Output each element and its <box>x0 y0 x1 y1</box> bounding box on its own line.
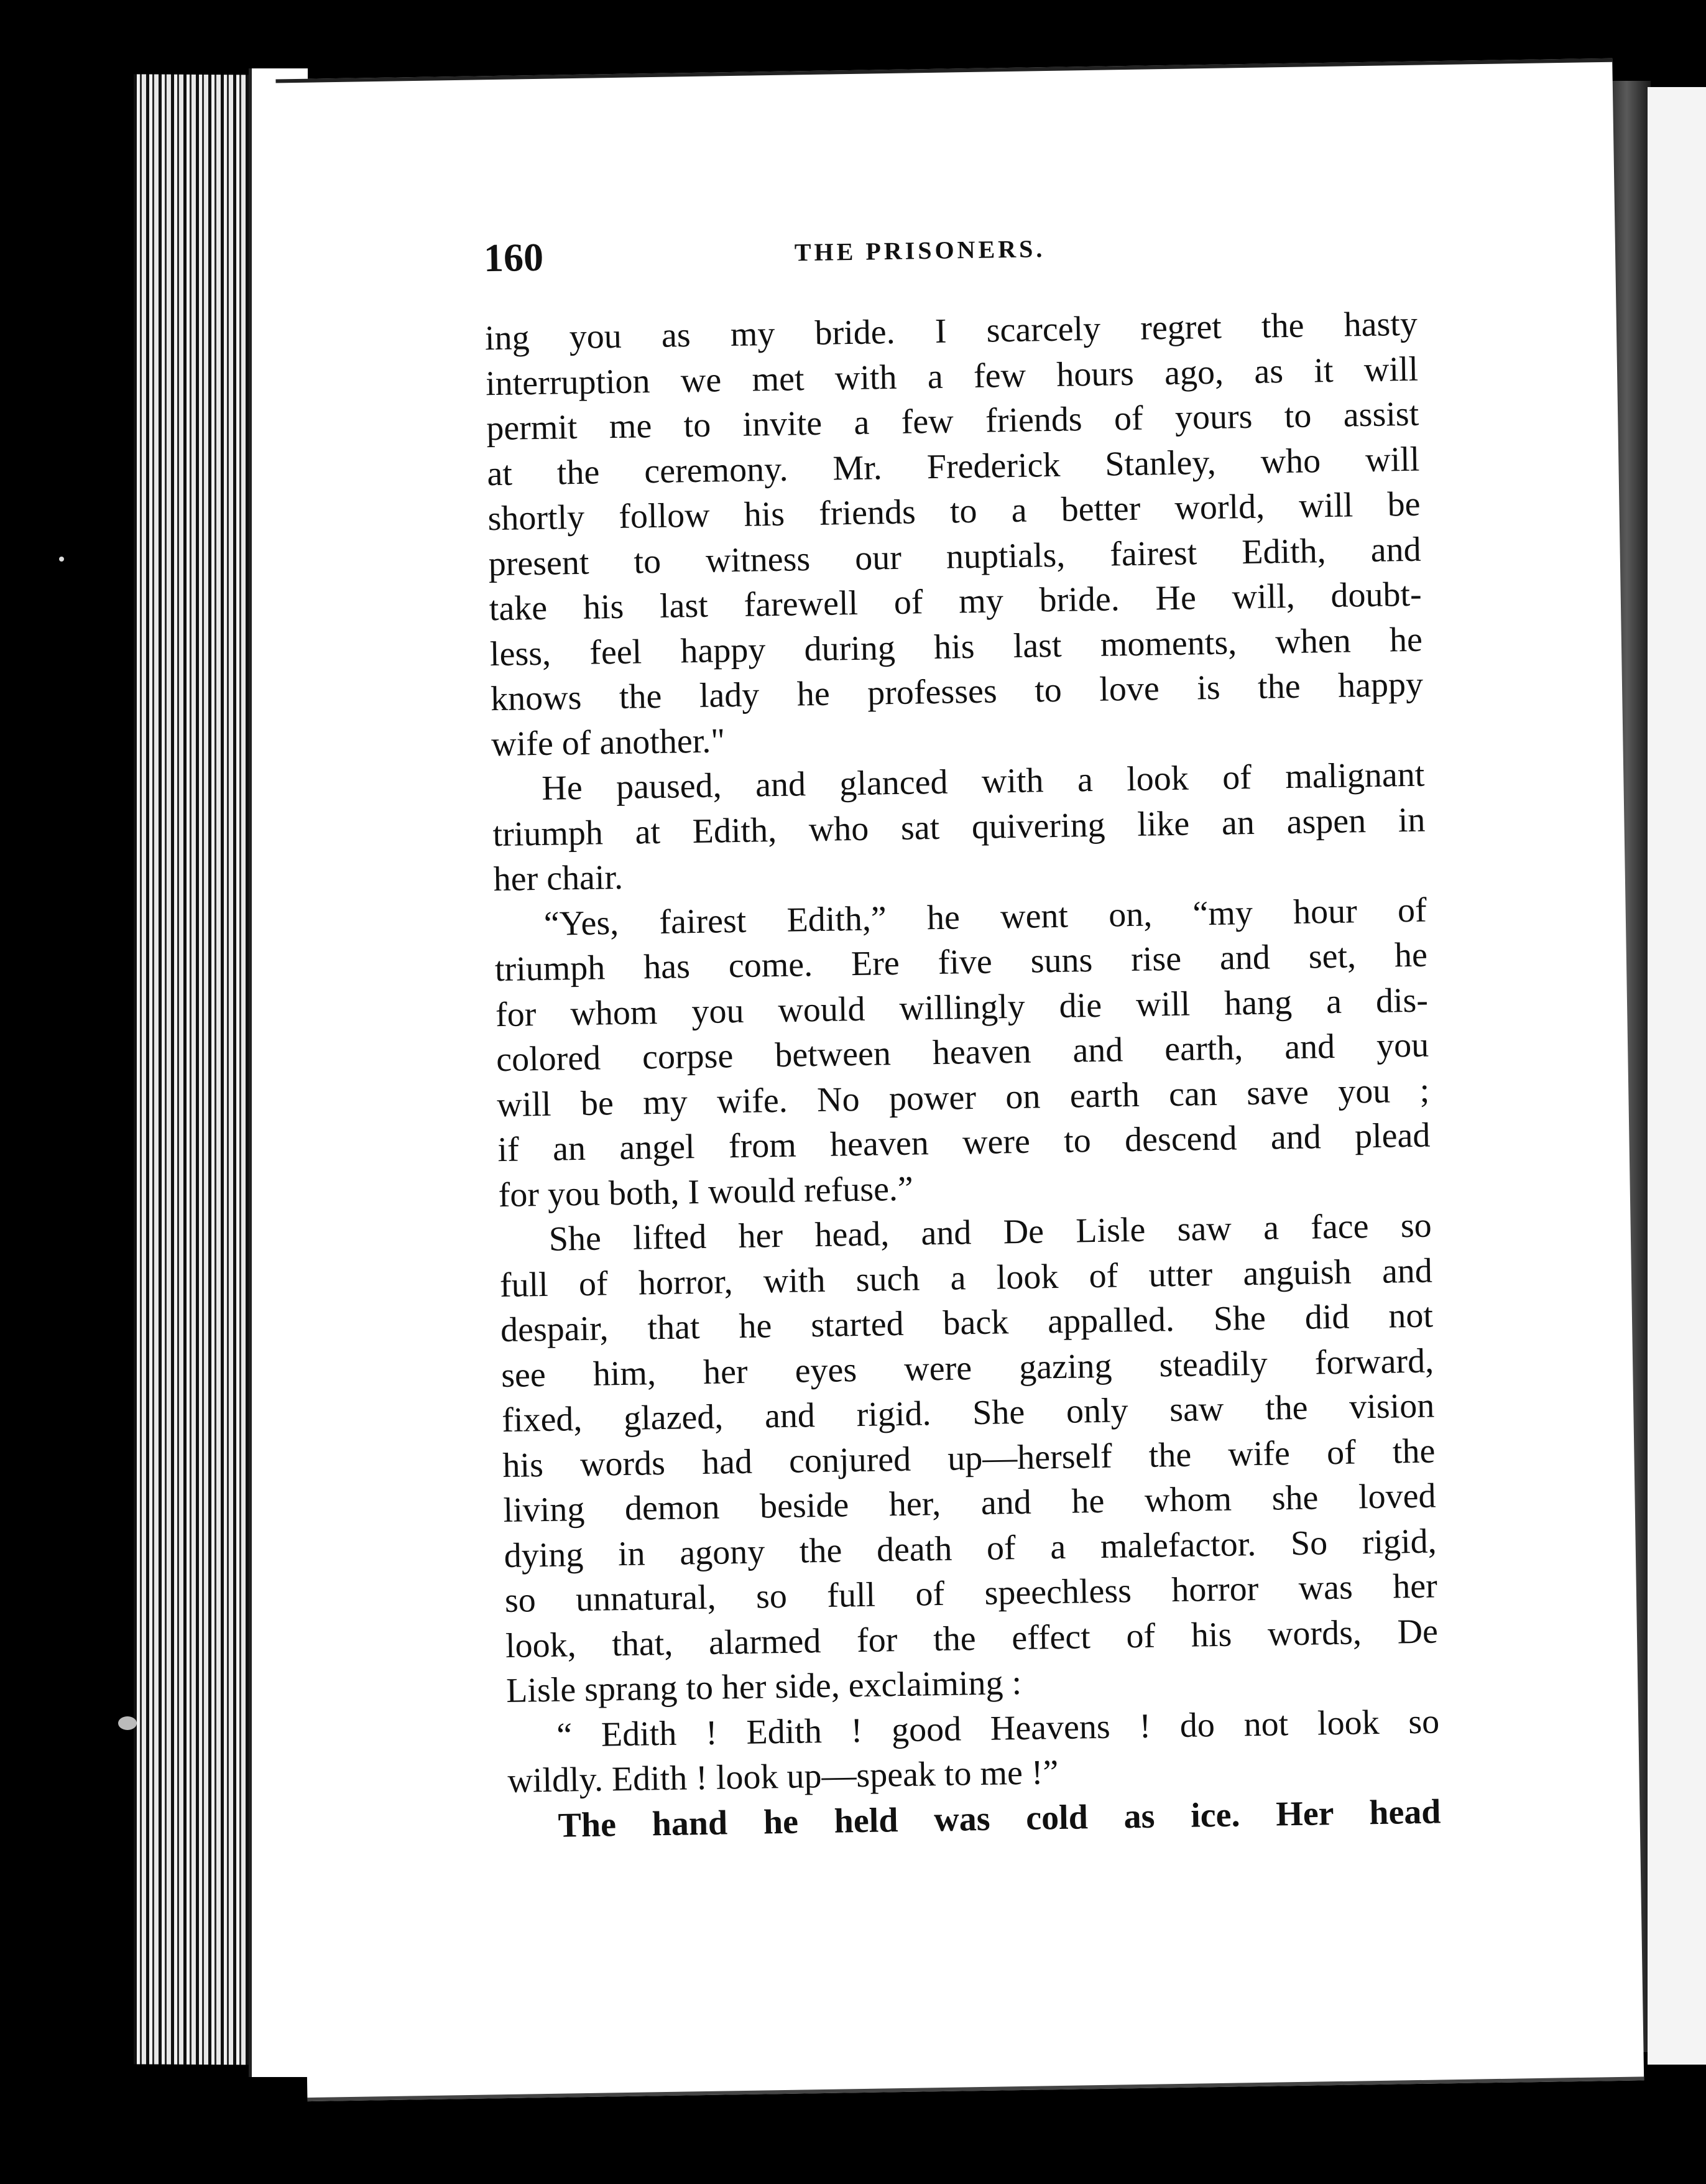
page-header <box>483 220 1478 291</box>
text-line: take his last farewell of my bride. He will, doubt- <box>489 575 1422 629</box>
text-line: shortly follow his friends to a better world, will be <box>487 484 1421 539</box>
text-line: ing you as my bride. I scarcely regret the hasty <box>484 304 1418 358</box>
text-line: his words had conjured up—herself the wife of the <box>502 1431 1436 1485</box>
text-line: triumph at Edith, who sat quivering like an aspen in <box>492 800 1426 854</box>
text-line: wildly. Edith ! look up—speak to me !” <box>507 1753 1059 1800</box>
text-line: permit me to invite a few friends of yours to assist <box>486 394 1419 448</box>
text-line: despair, that he started back appalled. She did not <box>500 1296 1434 1350</box>
text-line: dying in agony the death of a malefactor. So rigid, <box>504 1521 1437 1575</box>
text-line: colored corpse between heaven and earth, and you <box>496 1025 1429 1080</box>
text-line: interruption we met with a few hours ago, as it will <box>485 349 1419 403</box>
dust-speck <box>118 1716 137 1730</box>
facing-page-edge <box>1648 87 1706 2065</box>
text-line: less, feel happy during his last moments, when he <box>489 620 1423 673</box>
text-line: full of horror, with such a look of utter anguish and <box>499 1251 1433 1305</box>
text-line: so unnatural, so full of speechless horror was her <box>504 1566 1438 1620</box>
text-line: Lisle sprang to her side, exclaiming : <box>505 1663 1022 1710</box>
text-line: see him, her eyes were gazing steadily forward, <box>500 1341 1434 1395</box>
dust-speck <box>59 557 64 562</box>
text-line: “ Edith ! Edith ! good Heavens ! do not look so <box>556 1701 1440 1755</box>
text-line: at the ceremony. Mr. Frederick Stanley, who will <box>486 440 1420 493</box>
text-line: “Yes, fairest Edith,” he went on, “my hour of <box>543 891 1427 943</box>
text-line: for whom you would willingly die will hang a dis- <box>495 981 1429 1034</box>
book-page <box>275 58 1644 2101</box>
text-line: for you both, I would refuse.” <box>498 1169 914 1215</box>
text-line: living demon beside her, and he whom she loved <box>503 1476 1436 1530</box>
text-line: He paused, and glanced with a look of malignant <box>541 755 1425 808</box>
text-line: her chair. <box>493 858 624 899</box>
text-line: wife of another." <box>491 721 726 764</box>
running-head: THE PRISONERS. <box>794 234 1046 267</box>
text-line: The hand he held was cold as ice. Her head <box>558 1792 1441 1845</box>
text-line: triumph has come. Ere five suns rise and set, he <box>494 935 1428 989</box>
text-line: fixed, glazed, and rigid. She only saw the vision <box>501 1386 1435 1440</box>
text-line: knows the lady he professes to love is the happy <box>490 665 1424 719</box>
text-line: if an angel from heaven were to descend and plead <box>497 1116 1431 1170</box>
text-line: will be my wife. No power on earth can save you ; <box>496 1071 1430 1124</box>
text-line: present to witness our nuptials, fairest Edith, and <box>488 530 1422 583</box>
page-number: 160 <box>483 234 544 280</box>
body-text <box>484 302 1441 1849</box>
text-line: look, that, alarmed for the effect of his words, De <box>505 1611 1439 1665</box>
text-line: She lifted her head, and De Lisle saw a face so <box>548 1206 1432 1259</box>
